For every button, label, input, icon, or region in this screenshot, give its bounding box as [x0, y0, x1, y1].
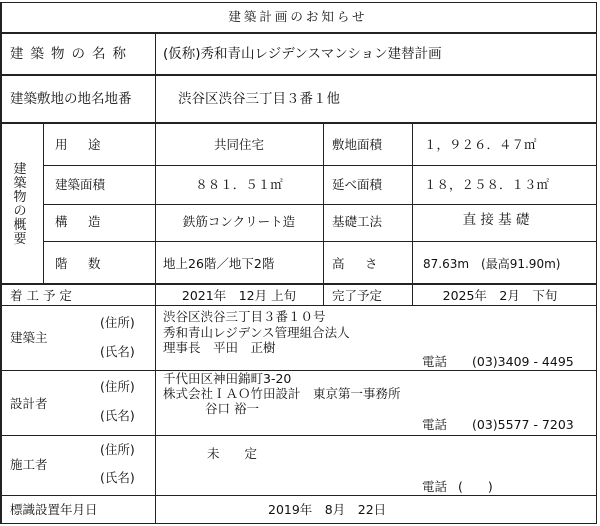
structure-value: 鉄筋コンクリート造: [182, 214, 296, 229]
contractor-name-label: (氏名): [100, 470, 135, 485]
use-label: 用 途: [55, 137, 105, 152]
completion-label: 完了予定: [332, 288, 383, 303]
site-area-value: １，９２６．４７㎡: [424, 137, 537, 152]
designer-address: 千代田区神田錦町3-20: [163, 371, 292, 386]
owner-name-label: (氏名): [100, 344, 135, 359]
owner-address: 渋谷区渋谷三丁目３番１０号: [163, 309, 326, 324]
owner-name2: 理事長 平田 正樹: [163, 340, 276, 355]
owner-address-label: (住所): [100, 315, 135, 330]
foundation-value: 直 接 基 礎: [462, 212, 530, 228]
page-title: 建築計画のお知らせ: [228, 9, 368, 24]
overview-label: 建 築 物 の 概 要: [13, 162, 27, 247]
designer-label: 設計者: [10, 396, 48, 411]
designer-name1: 株式会社ＩＡＯ竹田設計 東京第一事務所: [163, 386, 401, 401]
building-area-value: ８８１．５１㎡: [195, 177, 283, 192]
building-name-label: 建築物の名称: [10, 46, 133, 62]
floors-label: 階 数: [55, 256, 105, 271]
posted-date: 2019年 8月 22日: [268, 502, 387, 517]
use-value: 共同住宅: [213, 137, 265, 152]
building-area-label: 建築面積: [55, 177, 106, 192]
contractor-label: 施工者: [10, 457, 48, 472]
structure-label: 構 造: [55, 214, 105, 229]
site-address-value: 渋谷区渋谷三丁目３番１他: [178, 91, 340, 107]
site-address-label: 建築敷地の地名地番: [10, 91, 132, 107]
contractor-tel-label: 電話: [422, 479, 448, 494]
posted-label: 標識設置年月日: [10, 502, 98, 517]
designer-tel: (03)5577 - 7203: [472, 417, 574, 432]
contractor-tel: ( ): [458, 479, 493, 494]
floor-area-label: 延べ面積: [332, 177, 383, 192]
start-label: 着 工 予 定: [10, 288, 72, 303]
height-label: 高 さ: [332, 256, 382, 271]
owner-name1: 秀和青山レジデンス管理組合法人: [163, 325, 350, 340]
designer-address-label: (住所): [100, 379, 135, 394]
building-name-value: (仮称)秀和青山レジデンスマンション建替計画: [163, 46, 442, 62]
owner-label: 建築主: [10, 330, 48, 345]
completion-value: 2025年 2月 下旬: [442, 288, 558, 303]
start-value: 2021年 12月 上旬: [181, 288, 297, 303]
designer-tel-label: 電話: [422, 417, 448, 432]
designer-name-label: (氏名): [100, 408, 135, 423]
contractor-value: 未 定: [207, 446, 258, 461]
floor-area-value: １８，２５８．１３㎡: [424, 177, 550, 192]
height-value: 87.63m (最高91.90m): [423, 257, 561, 271]
floors-value: 地上26階／地下2階: [163, 256, 275, 271]
designer-name2: 谷口 裕一: [205, 401, 259, 416]
foundation-label: 基礎工法: [332, 214, 383, 229]
site-area-label: 敷地面積: [332, 137, 383, 152]
owner-tel-label: 電話: [422, 354, 448, 369]
contractor-address-label: (住所): [100, 442, 135, 457]
owner-tel: (03)3409 - 4495: [472, 354, 574, 369]
